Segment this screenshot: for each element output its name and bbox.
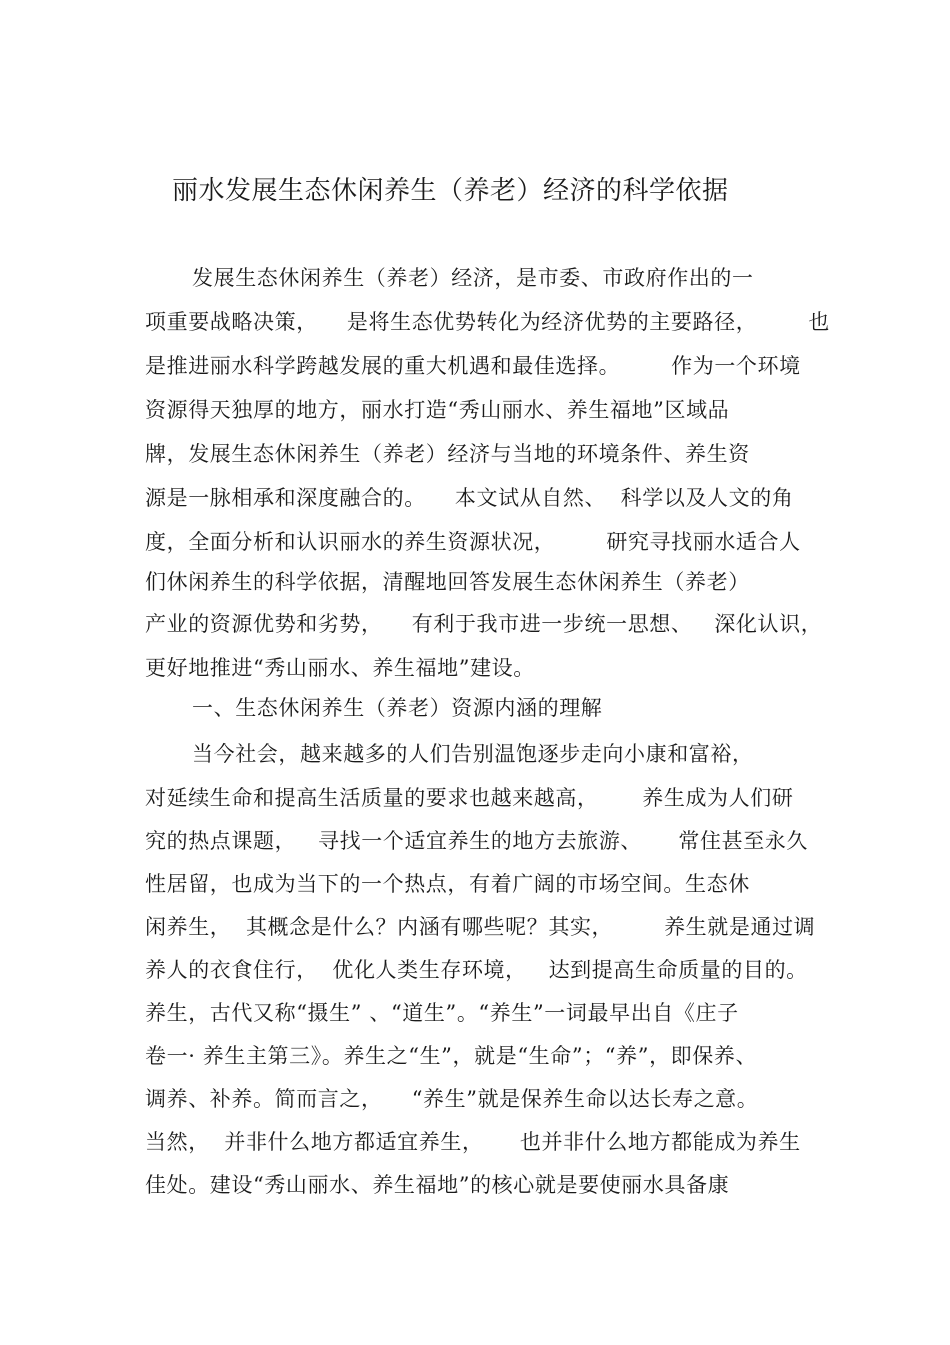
body-line: 养生，古代又称“摄生” 、“道生”。“养生”一词最早出自《庄子 — [145, 1001, 739, 1025]
body-line: 佳处。建设“秀山丽水、养生福地”的核心就是要使丽水具备康 — [145, 1173, 730, 1197]
section-heading: 一、生态休闲养生（养老）资源内涵的理解 — [192, 696, 603, 720]
body-line: 更好地推进“秀山丽水、养生福地”建设。 — [145, 656, 535, 680]
body-line: 项重要战略决策， 是将生态优势转化为经济优势的主要路径， 也 — [145, 310, 830, 334]
body-line: 产业的资源优势和劣势， 有利于我市进一步统一思想、 深化认识， — [145, 612, 823, 636]
body-line: 资源得天独厚的地方，丽水打造“秀山丽水、养生福地”区域品 — [145, 398, 730, 422]
body-line: 性居留，也成为当下的一个热点，有着广阔的市场空间。生态休 — [145, 872, 750, 896]
body-line: 是推进丽水科学跨越发展的重大机遇和最佳选择。 作为一个环境 — [145, 354, 801, 378]
body-line: 当然， 并非什么地方都适宜养生， 也并非什么地方都能成为养生 — [145, 1130, 801, 1154]
body-line: 们休闲养生的科学依据，清醒地回答发展生态休闲养生（养老） — [145, 570, 750, 594]
body-line: 闲养生， 其概念是什么？内涵有哪些呢？其实， 养生就是通过调 — [145, 915, 816, 939]
body-line: 究的热点课题， 寻找一个适宜养生的地方去旅游、 常住甚至永久 — [145, 829, 808, 853]
body-line: 发展生态休闲养生（养老）经济，是市委、市政府作出的一 — [192, 266, 754, 290]
document-title: 丽水发展生态休闲养生（养老）经济的科学依据 — [172, 176, 729, 206]
body-line: 当今社会，越来越多的人们告别温饱逐步走向小康和富裕， — [192, 742, 754, 766]
body-line: 养人的衣食住行， 优化人类生存环境， 达到提高生命质量的目的。 — [145, 958, 808, 982]
body-line: 对延续生命和提高生活质量的要求也越来越高， 养生成为人们研 — [145, 786, 794, 810]
body-line: 调养、补养。简而言之， “养生”就是保养生命以达长寿之意。 — [145, 1087, 759, 1111]
body-line: 源是一脉相承和深度融合的。 本文试从自然、 科学以及人文的角 — [145, 486, 794, 510]
body-line: 度，全面分析和认识丽水的养生资源状况， 研究寻找丽水适合人 — [145, 530, 801, 554]
body-line: 牌，发展生态休闲养生（养老）经济与当地的环境条件、养生资 — [145, 442, 750, 466]
body-line: 卷一· 养生主第三》。养生之“生”，就是“生命”；“养”，即保养、 — [145, 1044, 758, 1068]
